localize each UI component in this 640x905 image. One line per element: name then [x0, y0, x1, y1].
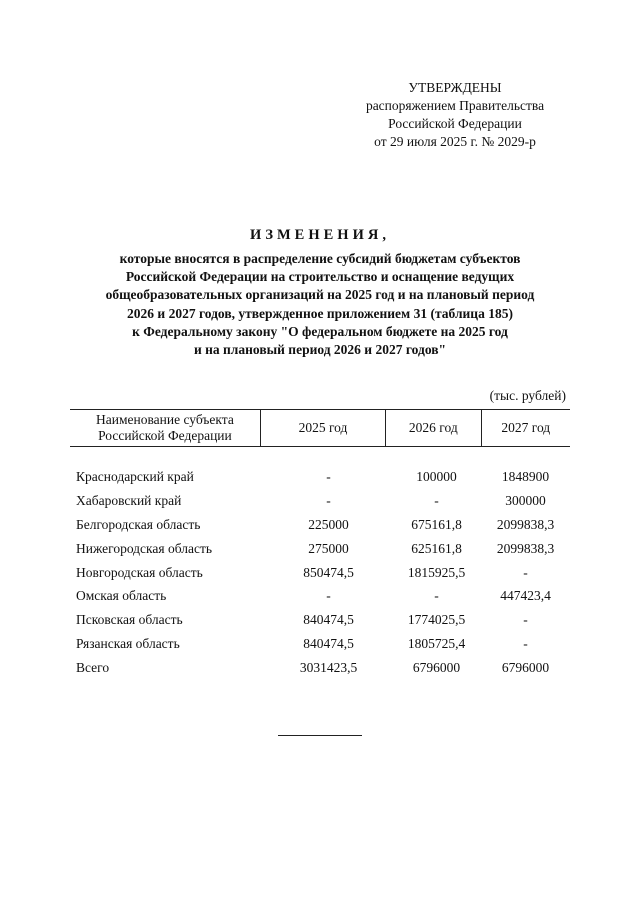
- table-row-total: [70, 656, 570, 680]
- header-2026: 2026 год: [385, 410, 480, 446]
- value-2027: -: [523, 612, 528, 628]
- region-name: Хабаровский край: [76, 492, 182, 508]
- table-header: [70, 409, 570, 447]
- table-row: [70, 608, 570, 632]
- value-2027: 1848900: [501, 468, 550, 484]
- table-row: [70, 584, 570, 608]
- value-2026: 1774025,5: [407, 612, 466, 628]
- approval-line-3: Российской Федерации: [388, 116, 522, 131]
- header-name-line1: Наименование субъекта: [96, 412, 234, 427]
- closing-rule: [278, 735, 362, 736]
- value-2027: -: [523, 564, 528, 580]
- value-2027: 2099838,3: [496, 516, 555, 532]
- table-row: [70, 513, 570, 537]
- header-name-line2: Российской Федерации: [98, 428, 232, 443]
- approval-line-2: распоряжением Правительства: [365, 98, 545, 113]
- approval-line-4: от 29 июля 2025 г. № 2029-р: [374, 134, 536, 149]
- header-2027: 2027 год: [481, 410, 570, 446]
- value-2025: 275000: [308, 540, 349, 556]
- value-2026: 100000: [416, 468, 457, 484]
- value-2027: 447423,4: [500, 588, 551, 604]
- table-row: [70, 537, 570, 561]
- document-title: ИЗМЕНЕНИЯ,: [250, 227, 390, 243]
- region-name: Нижегородская область: [76, 540, 213, 556]
- approval-line-1: УТВЕРЖДЕНЫ: [408, 80, 502, 95]
- region-name: Белгородская область: [76, 516, 201, 532]
- table-row: [70, 489, 570, 513]
- value-2025: -: [326, 468, 331, 484]
- header-2025: 2025 год: [260, 410, 385, 446]
- approval-block: [340, 79, 570, 151]
- subtitle-line: общеобразовательных организаций на 2025 год и на плановый период: [105, 287, 535, 303]
- subtitle-line: Российской Федерации на строительство и оснащение ведущих: [125, 269, 515, 285]
- value-2025: 3031423,5: [299, 660, 358, 676]
- subtitle-line: которые вносятся в распределение субсидий бюджетам субъектов: [119, 251, 521, 266]
- table-row: [70, 632, 570, 656]
- region-name: Рязанская область: [76, 636, 180, 652]
- table-body: [70, 465, 570, 680]
- region-name: Омская область: [76, 588, 167, 604]
- value-2026: 1805725,4: [407, 636, 466, 652]
- value-2026: 6796000: [412, 660, 461, 676]
- subtitle-line: к Федеральному закону "О федеральном бюджете на 2025 год: [132, 323, 508, 339]
- value-2026: -: [434, 588, 439, 604]
- value-2025: 225000: [308, 516, 349, 532]
- region-name: Псковская область: [76, 612, 183, 628]
- subtitle-line: 2026 и 2027 годов, утвержденное приложением 31 (таблица 185): [127, 305, 513, 321]
- table-row: [70, 465, 570, 489]
- table-row: [70, 561, 570, 585]
- value-2025: 840474,5: [303, 612, 354, 628]
- document-subtitle: [60, 250, 580, 359]
- region-name: Всего: [76, 660, 110, 676]
- value-2025: 840474,5: [303, 636, 354, 652]
- header-region-name: [70, 410, 260, 446]
- value-2026: 625161,8: [411, 540, 462, 556]
- value-2027: 300000: [505, 492, 546, 508]
- units-label: (тыс. рублей): [489, 388, 566, 403]
- value-2025: -: [326, 492, 331, 508]
- value-2025: 850474,5: [303, 564, 354, 580]
- region-name: Краснодарский край: [76, 468, 194, 484]
- value-2027: -: [523, 636, 528, 652]
- value-2027: 2099838,3: [496, 540, 555, 556]
- value-2025: -: [326, 588, 331, 604]
- subtitle-line: и на плановый период 2026 и 2027 годов": [193, 342, 447, 358]
- value-2026: 675161,8: [411, 516, 462, 532]
- region-name: Новгородская область: [76, 564, 203, 580]
- value-2026: 1815925,5: [407, 564, 466, 580]
- value-2027: 6796000: [501, 660, 550, 676]
- value-2026: -: [434, 492, 439, 508]
